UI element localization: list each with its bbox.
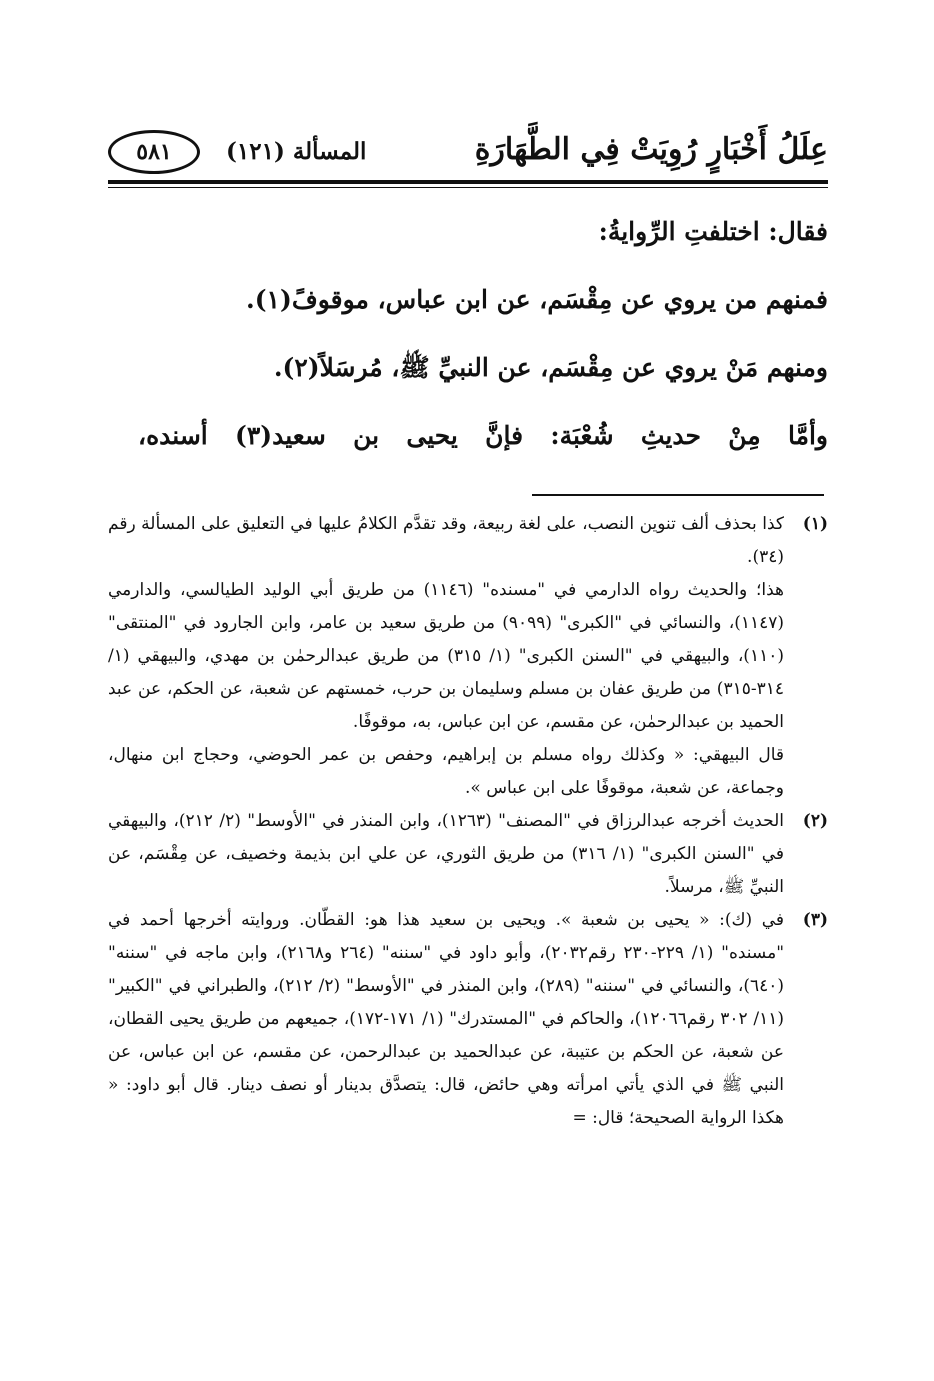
book-title: عِلَلُ أَخْبَارٍ رُوِيَتْ فِي الطَّهَارَةِ [474, 132, 828, 167]
footnote-2 [108, 805, 828, 904]
main-line: فمنهم من يروي عن مِقْسَم، عن ابن عباس، موقوفً(١). [246, 285, 828, 314]
footnote-number: (٢) [802, 811, 828, 831]
footnote-1 [108, 508, 828, 805]
footnote-paragraph: قال البيهقي: « وكذلك رواه مسلم بن إبراهيم، وحفص بن عمر الحوضي، وحجاج ابن منهال، وجماعة، عن شعبة، موقوفًا على ابن عباس ». [108, 745, 784, 798]
header-rule-thick [108, 180, 828, 184]
footnote-number: (١) [802, 514, 828, 534]
main-line: وأمَّا مِنْ حديثِ شُعْبَة: فإنَّ يحيى بن سعيد(٣) أسنده، [138, 421, 828, 450]
footnote-paragraph: كذا بحذف ألف تنوين النصب، على لغة ربيعة، وقد تقدَّم الكلامُ عليها في التعليق على المسألة رقم (٣٤). [108, 514, 784, 567]
footnote-3 [108, 904, 828, 1135]
main-line: فقال: اختلفتِ الرِّوايةُ: [598, 217, 828, 246]
main-line: ومنهم مَنْ يروي عن مِقْسَم، عن النبيِّ ﷺ، مُرسَلاً(٢). [273, 353, 828, 382]
footnote-separator [532, 494, 824, 496]
footnote-number: (٣) [802, 910, 828, 930]
footnote-paragraph: هذا؛ والحديث رواه الدارمي في "مسنده" (١١٤٦) من طريق أبي الوليد الطيالسي، والدارمي (١١٤٧)، والنسائي في "الكبرى" (٩٠٩٩) من طريق سعيد بن عامر، وابن الجارود في "المنتقى" (١١٠)، والبيهقي في "السنن الكبرى" (١/ ٣١٥) من طريق عبدالرحمٰن بن مهدي، والبيهقي (١/ ٣١٤-٣١٥) من طريق عفان بن مسلم وسليمان بن حرب، خمستهم عن شعبة، عن الحكم، عن عبد الحميد بن عبدالرحمٰن، عن مقسم، عن ابن عباس، به، موقوفًا. [108, 580, 784, 732]
page-number: ٥٨١ [108, 130, 200, 174]
main-text [138, 206, 828, 478]
issue-label: المسألة (١٢١) [226, 138, 367, 165]
header-rule-thin [108, 187, 828, 188]
page-header [108, 130, 828, 180]
footnote-paragraph: الحديث أخرجه عبدالرزاق في "المصنف" (١٢٦٣)، وابن المنذر في "الأوسط" (٢/ ٢١٢)، والبيهقي في "السنن الكبرى" (١/ ٣١٦) من طريق الثوري، عن علي ابن بذيمة وخصيف، عن مِقْسَم، عن النبيِّ ﷺ، مرسلاً. [108, 811, 784, 897]
footnote-paragraph: في (ك): « يحيى بن شعبة ». ويحيى بن سعيد هذا هو: القطّان. وروايته أخرجها أحمد في "مسنده" (١/ ٢٢٩-٢٣٠ رقم٢٠٣٢)، وأبو داود في "سننه" (٢٦٤ و٢١٦٨)، وابن ماجه في "سننه" (٦٤٠)، والنسائي في "سننه" (٢٨٩)، وابن المنذر في "الأوسط" (٢/ ٢١٢)، والطبراني في "الكبير" (١١/ ٣٠٢ رقم١٢٠٦٦)، والحاكم في "المستدرك" (١/ ١٧١-١٧٢)، جميعهم من طريق يحيى القطان، عن شعبة، عن الحكم بن عتيبة، عن عبدالحميد بن عبدالرحمن، عن مقسم، عن ابن عباس، عن النبي ﷺ في الذي يأتي امرأته وهي حائض، قال: يتصدَّق بدينار أو نصف دينار. قال أبو داود: « هكذا الرواية الصحيحة؛ قال: = [108, 910, 785, 1128]
footnotes [108, 508, 828, 1135]
